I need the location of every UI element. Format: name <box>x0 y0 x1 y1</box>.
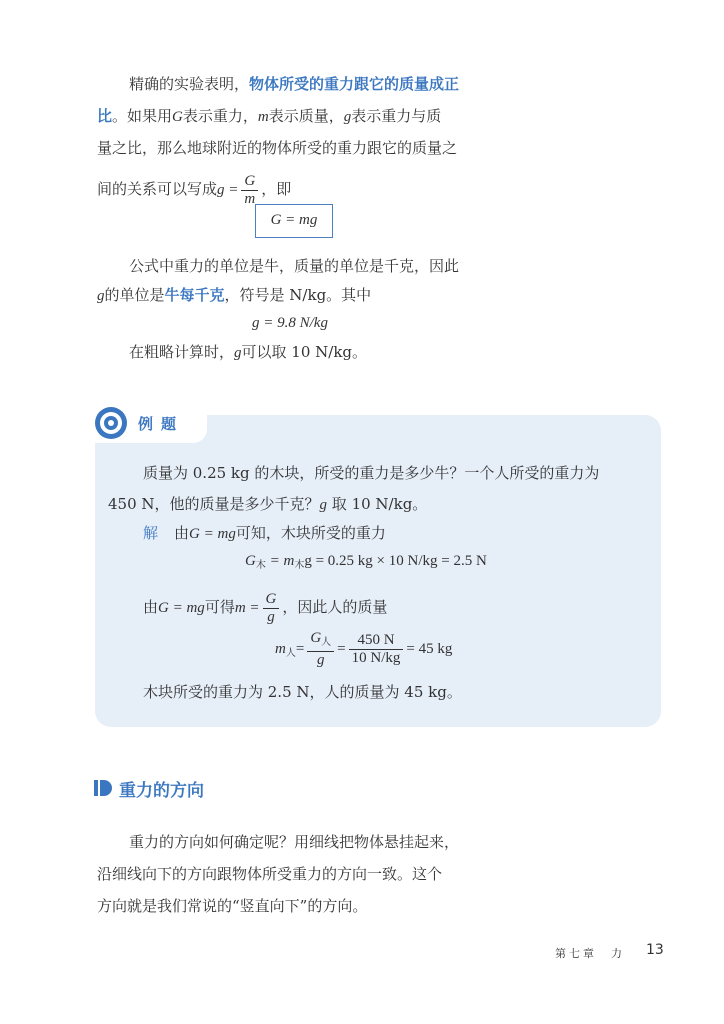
para3-line1: 重力的方向如何确定呢？用细线把物体悬挂起来， <box>129 833 460 851</box>
fraction-G-person-over-g <box>307 630 334 669</box>
var-g: g <box>97 288 105 304</box>
para2-emphasis: 牛每千克 <box>164 286 225 304</box>
para3-line3: 方向就是我们常说的“竖直向下”的方向。 <box>97 897 368 915</box>
solution-text: 由 <box>143 598 159 616</box>
para2-text: ，符号是 N/kg。其中 <box>224 286 372 304</box>
solution-text: 可得 <box>204 598 235 616</box>
formula-g-equals: g = <box>217 182 239 198</box>
equation-text: g = 0.25 kg × 10 N/kg = 2.5 N <box>304 553 487 569</box>
footer-chapter: 第七章 力 <box>555 947 625 960</box>
para2-line1: 公式中重力的单位是牛，质量的单位是千克，因此 <box>129 257 460 275</box>
section-title: 重力的方向 <box>119 781 204 801</box>
para2-line4 <box>129 342 367 363</box>
para2-line2 <box>97 285 371 306</box>
var-m: m <box>275 641 286 657</box>
equation-wood-weight <box>245 551 487 576</box>
equals-sign: = <box>337 641 346 657</box>
para1-text: 间的关系可以写成 <box>97 180 218 198</box>
fraction-numerator: G <box>263 591 280 609</box>
subscript-person: 人 <box>321 637 332 649</box>
var-g: g <box>234 345 242 361</box>
solution-text: ，因此人的质量 <box>282 598 388 616</box>
subscript-wood: 木 <box>294 560 305 571</box>
fraction-denominator: g <box>267 608 275 625</box>
formula-G-mg: G = mg <box>158 600 205 616</box>
para1-text: 。如果用 <box>112 107 173 125</box>
para1-emphasis-end: 比 <box>97 107 113 125</box>
para2-text: 可以取 10 N/kg。 <box>241 343 368 361</box>
fraction-G-over-g <box>263 591 280 626</box>
para1-text: 表示重力与质 <box>351 107 442 125</box>
var-g: g <box>319 497 328 513</box>
equation-text: = m <box>265 553 295 569</box>
fraction-numerator: 450 N <box>349 632 404 650</box>
subscript-wood: 木 <box>255 560 266 571</box>
fraction-numerator: G <box>241 173 258 191</box>
fraction-denominator: g <box>316 652 325 669</box>
question-text: 取 10 N/kg。 <box>327 495 428 513</box>
example-question-line1: 质量为 0.25 kg 的木块，所受的重力是多少牛？一个人所受的重力为 <box>143 464 600 482</box>
equation-result: = 45 kg <box>406 641 453 657</box>
fraction-denominator: m <box>244 190 256 207</box>
var-G: G <box>172 109 183 125</box>
example-conclusion: 木块所受的重力为 2.5 N，人的质量为 45 kg。 <box>143 683 462 701</box>
fraction-denominator: 10 N/kg <box>351 650 401 667</box>
fraction-numerator: G <box>310 630 322 647</box>
para2-text: 的单位是 <box>104 286 165 304</box>
var-g: g <box>343 109 352 125</box>
var-m: m <box>257 109 269 125</box>
fraction-G-over-m <box>241 173 258 208</box>
solution-line1 <box>143 523 386 544</box>
example-label: 例题 <box>138 415 185 433</box>
formula-m-equals: m = <box>234 600 260 616</box>
solution-text: 可知，木块所受的重力 <box>235 524 386 542</box>
page-number: 13 <box>646 942 664 958</box>
solution-label: 解 <box>143 524 159 542</box>
para1-line1 <box>129 74 459 94</box>
formula-G-mg: G = mg <box>189 526 236 542</box>
half-circle-marker-icon <box>94 780 112 796</box>
question-text: 450 N，他的质量是多少千克？ <box>108 495 320 513</box>
boxed-formula: G = mg <box>255 204 333 238</box>
target-circle-icon <box>94 406 128 440</box>
equals-sign: = <box>295 641 305 657</box>
solution-line3 <box>143 588 387 627</box>
para1-emphasis: 物体所受的重力跟它的质量成正 <box>249 75 460 93</box>
para1-text: ，即 <box>261 180 292 198</box>
equation-person-mass <box>275 630 452 673</box>
solution-text: 由 <box>174 524 190 542</box>
para1-text: 表示重力， <box>182 107 258 125</box>
para1-line2 <box>97 106 441 127</box>
para1-text: 表示质量， <box>268 107 344 125</box>
para3-line2: 沿细线向下的方向跟物体所受重力的方向一致。这个 <box>97 865 443 883</box>
fraction-450N-over-10Nkg <box>349 632 404 667</box>
para1-lead-text: 精确的实验表明， <box>129 75 250 93</box>
formula-g-value: g = 9.8 N/kg <box>252 315 328 331</box>
example-question-line2 <box>108 494 427 515</box>
subscript-person: 人 <box>285 648 296 659</box>
para1-line3: 量之比，那么地球附近的物体所受的重力跟它的质量之 <box>97 139 458 157</box>
para2-text: 在粗略计算时， <box>129 343 235 361</box>
var-G: G <box>245 553 256 569</box>
